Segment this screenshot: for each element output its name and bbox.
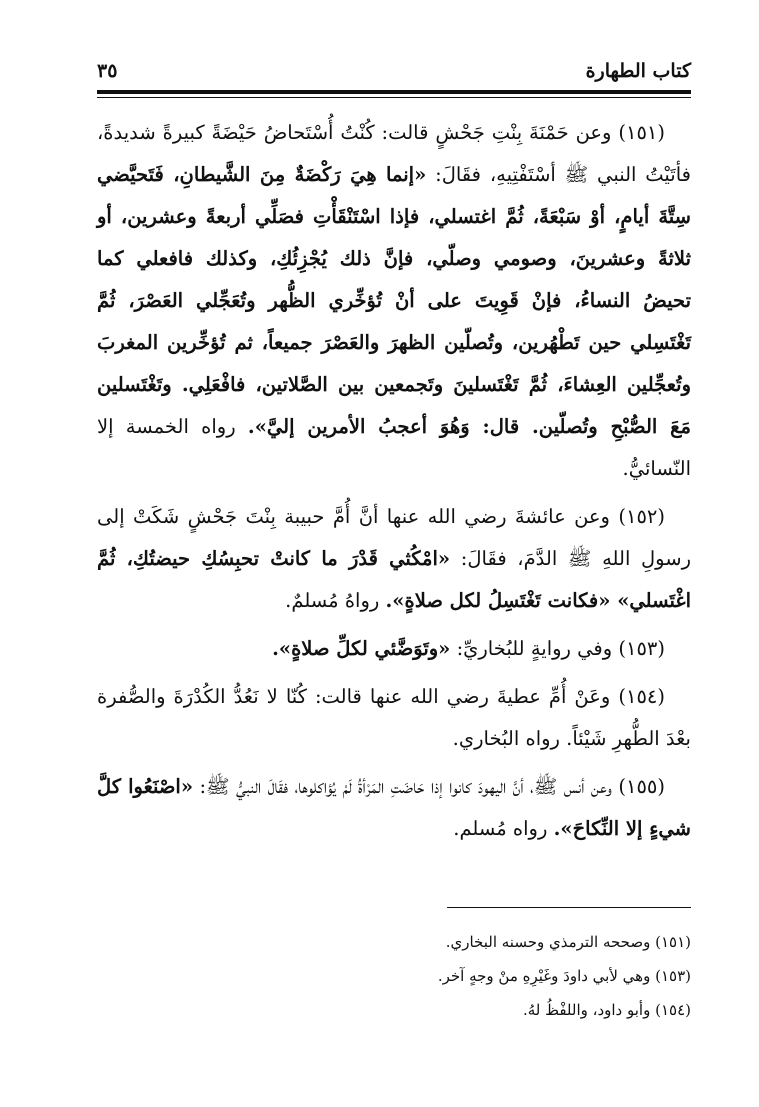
running-title: كتاب الطهارة — [585, 60, 691, 82]
hadith-quote: «إنما هِيَ رَكْضَةٌ مِنَ الشَّيطانِ، فَتَحيَّضي سِتَّةَ أيامٍ، أوْ سَبْعَةً، ثُمَّ اغتسلي، فإذا اسْتَنْقَأْتِ فصَلِّي أربعةً وعشرين، أو ثلاثةً وعشرينَ، وصومي وصلّي، فإنَّ ذلك يُجْزِئُكِ، وكذلك فافعلي كما تحيضُ النساءُ، فإنْ قَوِيتَ على أنْ تُؤخِّري الظُّهر وتُعَجِّلي العَصْرَ، ثُمَّ تَغْتَسِلي حين تَطْهُرين، وتُصلّين الظهرَ والعَصْرَ جميعاً، ثم تُؤخِّرين المغربَ وتُعجِّلين العِشاءَ، ثُمَّ تَغْتَسلينَ وتَجمعين بين الصَّلاتين، فافْعَلِي. وتَغْتَسلين مَعَ الصُّبْحِ وتُصلّين. قال: وَهُوَ أعجبُ الأمرين إليَّ». — [97, 163, 692, 438]
hadith-154 — [97, 676, 691, 760]
footnote-separator — [447, 907, 691, 908]
hadith-number: (١٥١) — [618, 121, 666, 144]
footnote-154: (١٥٤) وأبو داود، واللفْظُ لهُ. — [522, 1001, 691, 1019]
footnote-151: (١٥١) وصححه الترمذي وحسنه البخاري. — [445, 933, 691, 951]
hadith-source: رواه مُسلم. — [453, 817, 548, 840]
page-number: ٣٥ — [97, 60, 118, 82]
hadith-quote: «امْكُثي قَدْرَ ما كانتْ تحبِسُكِ حيضتُكِ، ثُمَّ اغْتَسلي» «فكانت تَغْتَسِلُ لكل صلاةٍ». — [97, 547, 691, 612]
hadith-text: وعن أنس ﷺ، أنَّ اليهودَ كانوا إذا حَاضَتِ المَرْأةُ لَمْ يُؤاكلوها، فقَالَ النبيُّ ﷺ: — [199, 775, 612, 798]
header-rule-thick — [97, 90, 691, 94]
header-rule-thin — [97, 97, 691, 98]
hadith-text: وعن حَمْنَةَ بِنْتِ جَحْشٍ قالت: كُنْتُ أُسْتَحاضُ حَيْضَةً كبيرةً شديدةً، فأتَيْتُ النبي ﷺ أسْتَفْتِيهِ، فقَالَ: — [97, 121, 691, 186]
hadith-source: رواهُ مُسلمٌ. — [285, 589, 380, 612]
hadith-155 — [97, 766, 691, 850]
hadith-153 — [97, 628, 691, 670]
main-text — [97, 112, 691, 856]
hadith-source: رواه الخمسة إلا النّسائيُّ. — [97, 415, 691, 480]
hadith-152 — [97, 496, 691, 622]
footnote-153: (١٥٣) وهي لأبي داودَ وغَيْرِهِ منْ وجهٍ آخر. — [437, 967, 691, 985]
footnotes — [97, 925, 691, 1027]
hadith-text: وعن عائشةَ رضي الله عنها أنَّ أُمَّ حبيبة بِنْتَ جَحْشٍ شَكَتْ إلى رسولِ اللهِ ﷺ الدَّمَ، فقَالَ: — [97, 505, 692, 570]
hadith-151 — [97, 112, 691, 490]
hadith-number: (١٥٥) — [618, 775, 665, 798]
hadith-text: وفي روايةٍ للبُخاريِّ: — [456, 637, 613, 660]
hadith-number: (١٥٤) — [618, 685, 665, 708]
page-header — [97, 54, 691, 94]
hadith-number: (١٥٣) — [618, 637, 665, 660]
hadith-number: (١٥٢) — [618, 505, 665, 528]
hadith-source: رواه البُخاري. — [452, 727, 560, 750]
hadith-quote: «وتَوَضَّئي لكلِّ صلاةٍ». — [272, 637, 451, 660]
hadith-text: وعَنْ أُمِّ عطيةَ رضي الله عنها قالت: كُنّا لا نَعُدُّ الكُدْرَةَ والصُّفرة بعْدَ الطُّهرِ شَيْئاً. — [97, 685, 691, 750]
hadith-quote: «اصْنَعُوا كلَّ شيءٍ إلا النِّكاحَ». — [97, 775, 691, 840]
